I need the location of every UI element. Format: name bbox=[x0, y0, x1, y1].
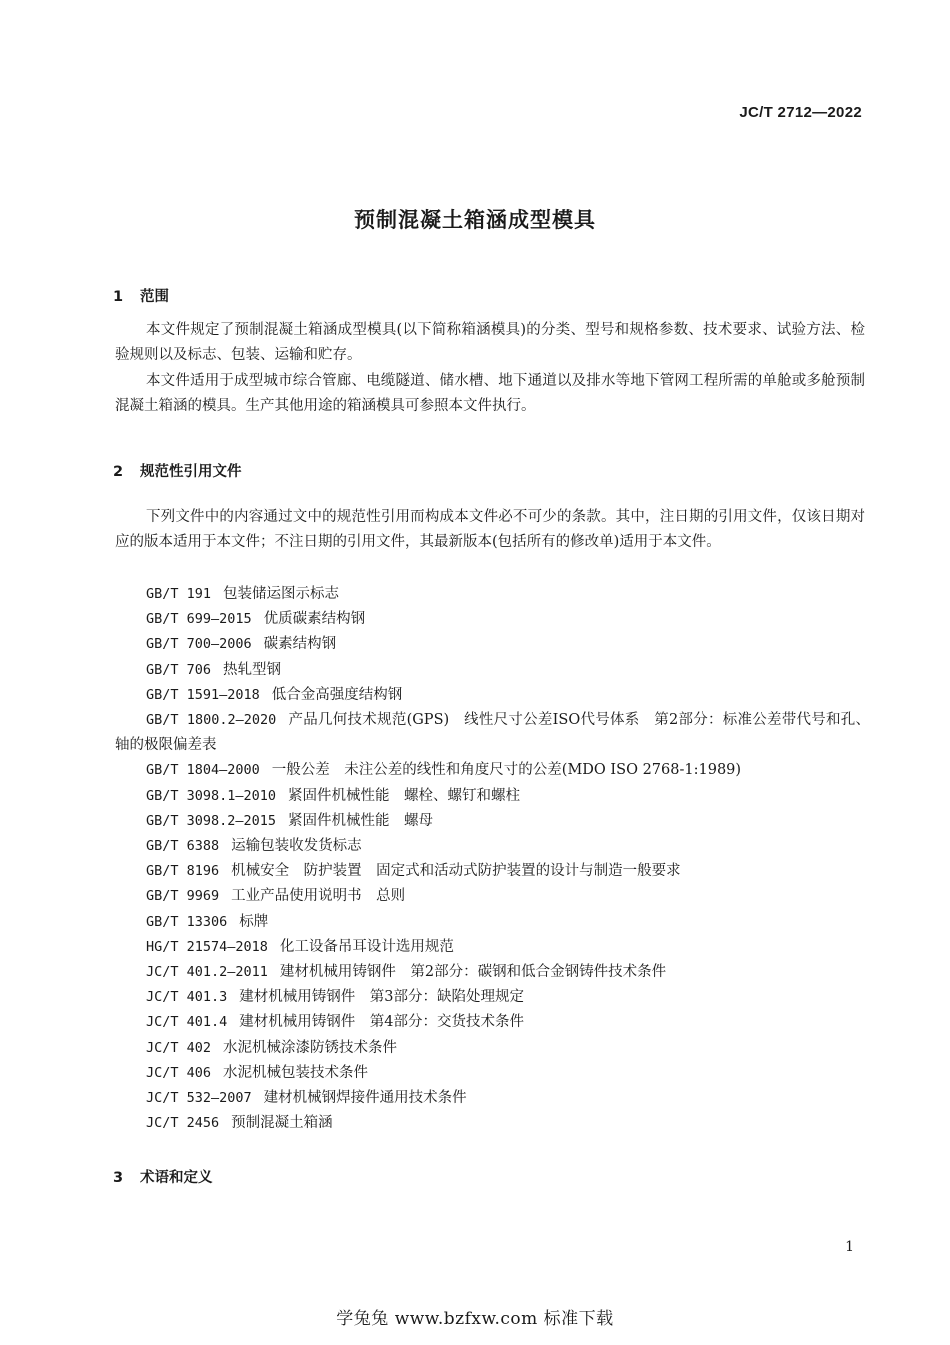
document-title: 预制混凝土箱涵成型模具 bbox=[354, 208, 596, 232]
reference-title: 运输包装收发货标志 bbox=[231, 838, 362, 855]
reference-item bbox=[115, 935, 870, 960]
reference-item bbox=[115, 985, 870, 1010]
reference-title: 建材机械用铸钢件 第3部分：缺陷处理规定 bbox=[239, 989, 525, 1006]
reference-item bbox=[115, 784, 870, 809]
reference-code: GB/T 700—2006 bbox=[146, 636, 252, 653]
reference-code: GB/T 1800.2—2020 bbox=[146, 712, 277, 729]
reference-code: GB/T 3098.1—2010 bbox=[146, 787, 277, 804]
section-number: 1 bbox=[113, 289, 124, 305]
reference-title: 紧固件机械性能 螺栓、螺钉和螺柱 bbox=[288, 787, 521, 804]
section-number: 2 bbox=[113, 464, 124, 480]
reference-title: 水泥机械包装技术条件 bbox=[223, 1064, 369, 1081]
section-heading-scope bbox=[113, 285, 169, 306]
reference-item bbox=[115, 1010, 870, 1035]
reference-code: GB/T 3098.2—2015 bbox=[146, 812, 277, 829]
reference-code: JC/T 2456 bbox=[146, 1115, 220, 1132]
reference-item bbox=[115, 859, 870, 884]
reference-item bbox=[115, 582, 870, 607]
reference-item bbox=[115, 960, 870, 985]
references-intro-paragraph: 下列文件中的内容通过文中的规范性引用而构成本文件必不可少的条款。其中，注日期的引用文件，仅该日期对应的版本适用于本文件；不注日期的引用文件，其最新版本(包括所有的修改单)适用于本文件。 bbox=[115, 509, 865, 550]
reference-code: GB/T 6388 bbox=[146, 838, 220, 855]
reference-item bbox=[115, 884, 870, 909]
page-number: 1 bbox=[845, 1239, 854, 1255]
section-title: 规范性引用文件 bbox=[140, 464, 242, 480]
reference-item bbox=[115, 1036, 870, 1061]
reference-title: 一般公差 未注公差的线性和角度尺寸的公差(MDO ISO 2768-1:1989) bbox=[271, 762, 742, 779]
reference-code: GB/T 706 bbox=[146, 661, 212, 678]
footer-watermark: 学兔兔 www.bzfxw.com 标准下载 bbox=[336, 1309, 614, 1329]
reference-list bbox=[115, 582, 870, 1136]
reference-title: 建材机械用铸钢件 第2部分：碳钢和低合金钢铸件技术条件 bbox=[279, 964, 667, 981]
reference-item bbox=[115, 834, 870, 859]
reference-title: 建材机械用铸钢件 第4部分：交货技术条件 bbox=[239, 1014, 525, 1031]
reference-title: 紧固件机械性能 螺母 bbox=[288, 812, 434, 829]
reference-item bbox=[115, 683, 870, 708]
reference-title: 水泥机械涂漆防锈技术条件 bbox=[223, 1039, 398, 1056]
reference-title: 机械安全 防护装置 固定式和活动式防护装置的设计与制造一般要求 bbox=[231, 863, 681, 880]
section-heading-normative-references bbox=[113, 460, 242, 481]
reference-item bbox=[115, 1111, 870, 1136]
reference-code: JC/T 402 bbox=[146, 1039, 212, 1056]
reference-code: GB/T 1804—2000 bbox=[146, 762, 260, 779]
reference-code: GB/T 13306 bbox=[146, 913, 228, 930]
reference-title: 热轧型钢 bbox=[223, 661, 282, 678]
reference-item bbox=[115, 658, 870, 683]
reference-title: 产品几何技术规范(GPS) 线性尺寸公差ISO代号体系 第2部分：标准公差带代号和孔、轴的极限偏差表 bbox=[115, 712, 870, 754]
reference-item bbox=[115, 632, 870, 657]
reference-item bbox=[115, 910, 870, 935]
reference-title: 低合金高强度结构钢 bbox=[271, 686, 403, 703]
reference-code: GB/T 1591—2018 bbox=[146, 686, 260, 703]
reference-item bbox=[115, 607, 870, 632]
reference-item bbox=[115, 809, 870, 834]
reference-item bbox=[115, 758, 870, 783]
reference-title: 优质碳素结构钢 bbox=[263, 611, 366, 628]
section-title: 术语和定义 bbox=[140, 1170, 213, 1186]
reference-code: GB/T 191 bbox=[146, 586, 212, 602]
section-title: 范围 bbox=[140, 289, 169, 305]
scope-paragraph-2: 本文件适用于成型城市综合管廊、电缆隧道、储水槽、地下通道以及排水等地下管网工程所需的单舱或多舱预制混凝土箱涵的模具。生产其他用途的箱涵模具可参照本文件执行。 bbox=[115, 373, 865, 414]
reference-item bbox=[115, 1061, 870, 1086]
reference-title: 化工设备吊耳设计选用规范 bbox=[279, 938, 454, 955]
reference-title: 碳素结构钢 bbox=[263, 636, 337, 653]
reference-title: 工业产品使用说明书 总则 bbox=[231, 888, 406, 905]
reference-code: GB/T 699—2015 bbox=[146, 611, 252, 628]
scope-paragraph-1: 本文件规定了预制混凝土箱涵成型模具(以下简称箱涵模具)的分类、型号和规格参数、技术要求、试验方法、检验规则以及标志、包装、运输和贮存。 bbox=[115, 322, 865, 363]
reference-code: GB/T 9969 bbox=[146, 888, 220, 905]
reference-title: 标牌 bbox=[239, 913, 269, 930]
reference-code: JC/T 532—2007 bbox=[146, 1090, 252, 1107]
reference-title: 预制混凝土箱涵 bbox=[231, 1115, 333, 1132]
standard-code: JC/T 2712—2022 bbox=[739, 104, 862, 121]
reference-code: GB/T 8196 bbox=[146, 863, 220, 880]
reference-title: 建材机械钢焊接件通用技术条件 bbox=[263, 1090, 467, 1107]
reference-code: JC/T 401.2—2011 bbox=[146, 964, 268, 981]
reference-item bbox=[115, 708, 870, 758]
reference-code: HG/T 21574—2018 bbox=[146, 938, 268, 955]
reference-code: JC/T 406 bbox=[146, 1064, 212, 1081]
reference-code: JC/T 401.3 bbox=[146, 989, 228, 1006]
reference-item bbox=[115, 1086, 870, 1111]
reference-code: JC/T 401.4 bbox=[146, 1014, 228, 1031]
reference-title: 包装储运图示标志 bbox=[223, 586, 340, 602]
section-heading-terms-and-definitions bbox=[113, 1166, 213, 1187]
section-number: 3 bbox=[113, 1170, 124, 1186]
